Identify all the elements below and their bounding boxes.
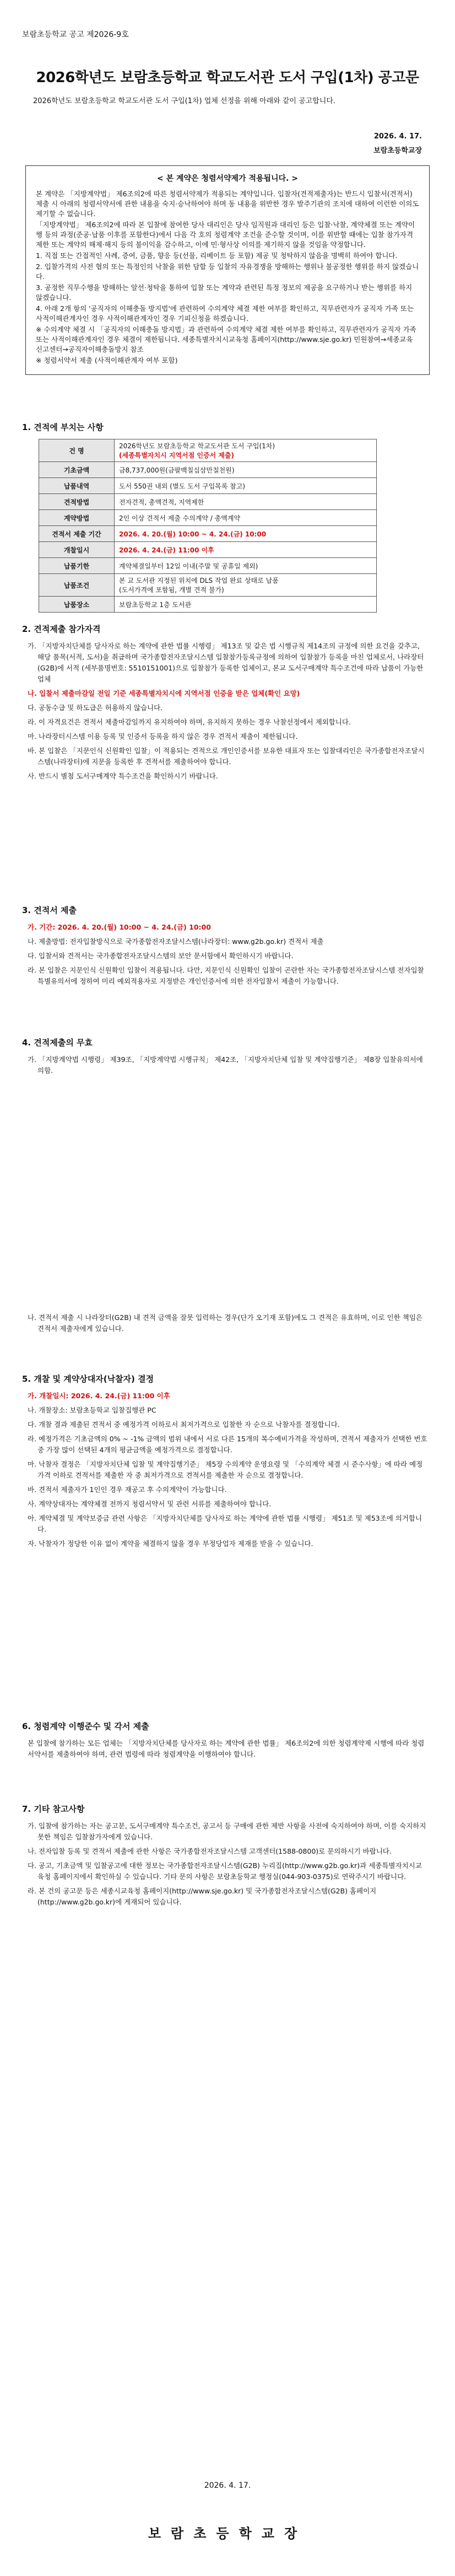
notice-box-title: < 본 계약은 청렴서약제가 적용됩니다. > bbox=[156, 174, 298, 183]
paragraph: 라. 예정가격은 기초금액의 0% ~ -1% 금액의 범위 내에서 서로 다른 15개의 복수예비가격을 작성하며, 견적서 제출자가 선택한 번호 중 가장 많이 선택된 4개의 평균금액을 예정가격으로 결정합니다. bbox=[28, 1435, 427, 1454]
notice-item: 3. 공정한 직무수행을 방해하는 알선·청탁을 통하여 입찰 또는 계약과 관련된 특정 정보의 제공을 요구하거나 받는 행위를 하지 않겠습니다. bbox=[36, 283, 413, 302]
table-row bbox=[39, 494, 377, 510]
paragraph: 나. 개찰장소: 보람초등학교 입찰집행관 PC bbox=[28, 1406, 156, 1414]
table-row bbox=[39, 558, 377, 574]
row-label: 건 명 bbox=[39, 439, 115, 462]
table-row bbox=[39, 478, 377, 494]
paragraph: 가. 「지방계약법 시행령」 제39조, 「지방계약법 시행규칙」 제42조, 「지방자치단체 입찰 및 계약집행기준」 제8장 입찰유의서에 의함. bbox=[28, 1055, 423, 1075]
footer-date: 2026. 4. 17. bbox=[204, 2481, 251, 2490]
row-value: 전자견적, 총액견적, 지역제한 bbox=[115, 494, 377, 510]
notice-item: ※ 수의계약 체결 시 「공직자의 이해충돌 방지법」과 관련하여 수의계약 체결 제한 여부를 확인하고, 직무관련자가 공직자 가족 또는 사적이해관계자인 경우 체결이 제한됩니다. 세종특별자치시교육청 홈페이지(http://www.sje.go.kr) 민원참여→세종교육신고센터→공직자이해충돌방지 참조 bbox=[36, 325, 416, 353]
section-heading: 1. 견적에 부치는 사항 bbox=[22, 422, 104, 432]
row-value: 2026. 4. 24.(금) 11:00 이후 bbox=[115, 542, 377, 558]
paragraph: 바. 본 입찰은 「지문인식 신원확인 입찰」이 적용되는 견적으로 개인인증서를 보유한 대표자 또는 입찰대리인은 국가종합전자조달시스템(나라장터)에 지문을 등록한 후 견적서를 제출하여야 합니다. bbox=[28, 747, 425, 766]
row-label: 개찰일시 bbox=[39, 542, 115, 558]
table-row bbox=[39, 439, 377, 462]
row-value: 2인 이상 견적서 제출 수의계약 / 총액계약 bbox=[115, 510, 377, 526]
paragraph: 마. 낙찰자 결정은 「지방자치단체 입찰 및 계약집행기준」 제5장 수의계약 운영요령 및 「수의계약 체결 시 준수사항」에 따라 예정가격 이하로 견적서를 제출한 자 중 최저가격으로 견적서를 제출한 자 순으로 결정합니다. bbox=[28, 1460, 423, 1479]
section-body bbox=[28, 922, 427, 990]
paragraph: 사. 계약상대자는 계약체결 전까지 청렴서약서 및 관련 서류를 제출하여야 합니다. bbox=[28, 1500, 272, 1508]
paragraph: 사. 반드시 별첨 도서구매계약 특수조건을 확인하시기 바랍니다. bbox=[28, 772, 218, 780]
section-heading: 6. 청렴계약 이행준수 및 각서 제출 bbox=[22, 1721, 149, 1731]
paragraph: 라. 본 건의 공고문 등은 세종시교육청 홈페이지(http://www.sje.go.kr) 및 국가종합전자조달시스템(G2B) 홈페이지(http://www.g2b.go.kr)에 게재되어 있습니다. bbox=[28, 1887, 377, 1906]
table-row bbox=[39, 597, 377, 613]
paragraph: 가. 개찰일시: 2026. 4. 24.(금) 11:00 이후 bbox=[28, 1392, 170, 1400]
paragraph: 나. 견적서 제출 시 나라장터(G2B) 내 견적 금액을 잘못 입력하는 경우(단가 오기재 포함)에도 그 견적은 유효하며, 이로 인한 책임은 견적서 제출자에게 있습니다. bbox=[28, 1313, 422, 1333]
procurement-table bbox=[39, 439, 377, 613]
row-label: 납품내역 bbox=[39, 478, 115, 494]
footer-issuer: 보람초등학교장 bbox=[148, 2526, 307, 2541]
row-label: 납품조건 bbox=[39, 574, 115, 597]
row-value: 2026. 4. 20.(월) 10:00 ~ 4. 24.(금) 10:00 bbox=[115, 526, 377, 542]
row-label: 견적방법 bbox=[39, 494, 115, 510]
section-heading: 7. 기타 참고사항 bbox=[22, 1804, 85, 1814]
paragraph: 자. 낙찰자가 정당한 이유 없이 계약을 체결하지 않을 경우 부정당업자 제재를 받을 수 있습니다. bbox=[28, 1539, 313, 1548]
section-body bbox=[28, 641, 427, 785]
row-label: 납품장소 bbox=[39, 597, 115, 613]
paragraph: 바. 견적서 제출자가 1인인 경우 재공고 후 수의계약이 가능합니다. bbox=[28, 1485, 227, 1494]
paragraph: 가. 「지방자치단체를 당사자로 하는 계약에 관한 법률 시행령」 제13조 및 같은 법 시행규칙 제14조의 규정에 의한 요건을 갖추고, 해당 품목(서적, 도서)을 취급하며 국가종합전자조달시스템 입찰참가등록규정에 의하여 입찰참가 등록을 마친 업체로서, 나라장터(G2B)에 서적 (세부품명번호: 5510151001)으로 입찰참가 등록한 업체이고, 본교 도서구매계약 특수조건에 따라 납품이 가능한 업체 bbox=[28, 642, 424, 683]
row-value: 금8,737,000원(금팔백칠십삼만칠천원) bbox=[115, 462, 377, 478]
paragraph: 라. 본 입찰은 지문인식 신원확인 입찰이 적용됩니다. 다만, 지문인식 신원확인 입찰이 곤란한 자는 국가종합전자조달시스템 전자입찰특별유의서에 정하여 미리 예외적용자로 지정받은 개인인증서에 의한 전자입찰서 제출이 가능합니다. bbox=[28, 966, 424, 985]
intro-text: 2026학년도 보람초등학교 학교도서관 도서 구입(1차) 업체 선정을 위해 아래와 같이 공고합니다. bbox=[33, 97, 336, 105]
paragraph: 다. 개찰 결과 제출된 견적서 중 예정가격 이하로서 최저가격으로 입찰한 자 순으로 낙찰자를 결정합니다. bbox=[28, 1420, 340, 1429]
paragraph: 나. 전자입찰 등록 및 견적서 제출에 관한 사항은 국가종합전자조달시스템 고객센터(1588-0800)로 문의하시기 바랍니다. bbox=[28, 1847, 392, 1855]
page-title: 2026학년도 보람초등학교 학교도서관 도서 구입(1차) 공고문 bbox=[36, 69, 419, 86]
paragraph: 나. 제출방법: 전자입찰방식으로 국가종합전자조달시스템(나라장터: www.g2b.go.kr) 견적서 제출 bbox=[28, 937, 324, 946]
row-label: 계약방법 bbox=[39, 510, 115, 526]
table-row bbox=[39, 462, 377, 478]
issuer: 보람초등학교장 bbox=[373, 147, 422, 155]
row-label: 견적서 제출 기간 bbox=[39, 526, 115, 542]
section-body bbox=[28, 1054, 427, 1080]
section-heading: 5. 개찰 및 계약상대자(낙찰자) 결정 bbox=[22, 1374, 154, 1384]
notice-item: ※ 청렴서약서 제출 (사적이해관계자 여부 포함) bbox=[36, 356, 178, 364]
notice-item: 「지방계약법」 제6조의2에 따라 본 입찰에 참여한 당사 대리인은 당사 임직원과 대리인 등은 입찰·낙찰, 계약체결 또는 계약이행 등의 과정(준공·납품 이후를 포함한다)에서 다음 각 호의 청렴계약 조건을 준수할 것이며, 이를 위반할 때에는 입찰 참가자격 제한 또는 계약의 해제·해지 등의 불이익을 감수하고, 이에 민·형사상 이의를 제기하지 않을 것임을 약정합니다. bbox=[36, 221, 415, 249]
section-heading: 2. 견적제출 참가자격 bbox=[22, 624, 101, 634]
issue-date: 2026. 4. 17. bbox=[373, 132, 422, 141]
integrity-notice-box bbox=[25, 165, 430, 375]
paragraph: 다. 공고, 기초금액 및 입찰공고에 대한 정보는 국가종합전자조달시스템(G2B) 누리집(http://www.g2b.go.kr)과 세종특별자치시교육청 홈페이지에서 확인하실 수 있습니다. 기타 문의 사항은 보람초등학교 행정실(044-903-0375)로 연락주시기 바랍니다. bbox=[28, 1861, 422, 1881]
paragraph: 아. 계약체결 및 계약보증금 관련 사항은 「지방자치단체를 당사자로 하는 계약에 관한 법률 시행령」 제51조 및 제53조에 의거합니다. bbox=[28, 1514, 422, 1533]
paragraph: 다. 입찰서와 견적서는 국가종합전자조달시스템의 보안 문서함에서 확인하시기 바랍니다. bbox=[28, 952, 294, 960]
table-row bbox=[39, 526, 377, 542]
section-body bbox=[28, 1312, 427, 1338]
notice-item: 1. 직접 또는 간접적인 사례, 증여, 금품, 향응 등(선물, 리베이트 등 포함) 제공 및 청탁하지 않음을 명백히 하여야 합니다. bbox=[36, 251, 398, 260]
paragraph: 본 입찰에 참가하는 모든 업체는 「지방자치단체를 당사자로 하는 계약에 관한 법률」 제6조의2에 의한 청렴계약제 시행에 따라 청렴서약서를 제출하여야 하며, 관련 법령에 따라 청렴계약을 이행하여야 합니다. bbox=[28, 1739, 425, 1758]
table-row bbox=[39, 574, 377, 597]
row-label: 납품기한 bbox=[39, 558, 115, 574]
notice-item: 2. 입찰가격의 사전 협의 또는 특정인의 낙찰을 위한 담합 등 입찰의 자유경쟁을 방해하는 행위나 불공정한 행위를 하지 않겠습니다. bbox=[36, 262, 419, 281]
row-value: 계약체결일부터 12일 이내(주말 및 공휴일 제외) bbox=[115, 558, 377, 574]
notice-number: 보람초등학교 공고 제2026-9호 bbox=[22, 30, 129, 39]
row-value: 본 교 도서관 지정된 위치에 DLS 작업 완료 상태로 납품 (도서가격에 포함됨, 개별 견적 불가) bbox=[115, 574, 377, 597]
paragraph: 다. 공동수급 및 하도급은 허용하지 않습니다. bbox=[28, 704, 163, 712]
paragraph: 가. 기간: 2026. 4. 20.(월) 10:00 ~ 4. 24.(금) 10:00 bbox=[28, 923, 211, 931]
row-value: 2026학년도 보람초등학교 학교도서관 도서 구입(1차) (세종특별자치시 지역서점 인증서 제출) bbox=[115, 439, 377, 462]
notice-item: 4. 아래 2개 항의 '공직자의 이해충돌 방지법'에 관련하여 수의계약 체결 제한 여부를 확인하고, 직무관련자가 공직자 가족 또는 사적이해관계자인 경우 사적이해관계자인 경우 기피신청을 하겠습니다. bbox=[36, 304, 414, 323]
paragraph: 가. 입찰에 참가하는 자는 공고문, 도서구매계약 특수조건, 공고서 등 구매에 관한 제반 사항을 사전에 숙지하여야 하며, 이를 숙지하지 못한 책임은 입찰참가자에게 있습니다. bbox=[28, 1822, 426, 1841]
table-row bbox=[39, 542, 377, 558]
section-heading: 4. 견적제출의 무효 bbox=[22, 1038, 93, 1048]
paragraph: 나. 입찰서 제출마감일 전일 기준 세종특별자치시에 지역서점 인증을 받은 업체(확인 요망) bbox=[28, 689, 300, 697]
notice-item: 본 계약은 「지방계약법」 제6조의2에 따른 청렴서약제가 적용되는 계약입니다. 입찰자(견적제출자)는 반드시 입찰서(견적서) 제출 시 아래의 청렴서약서에 관한 내용을 숙지·승낙하여야 하며 동 내용을 위반한 경우 발주기관의 조치에 대하여 이런한 이의도 제기할 수 없습니다. bbox=[36, 190, 419, 218]
section-body bbox=[28, 1391, 427, 1553]
row-label: 기초금액 bbox=[39, 462, 115, 478]
row-value: 보람초등학교 1층 도서관 bbox=[115, 597, 377, 613]
section-body bbox=[28, 1738, 427, 1763]
paragraph: 라. 이 자격요건은 견적서 제출마감일까지 유지하여야 하며, 유지하지 못하는 경우 낙찰선정에서 제외합니다. bbox=[28, 718, 351, 726]
table-row bbox=[39, 510, 377, 526]
section-body bbox=[28, 1821, 427, 1911]
paragraph: 마. 나라장터시스템 이용 등록 및 인증서 등록을 하지 않은 경우 견적서 제출이 제한됩니다. bbox=[28, 732, 298, 740]
row-value: 도서 550권 내외 (별도 도서 구입목록 참고) bbox=[115, 478, 377, 494]
section-heading: 3. 견적서 제출 bbox=[22, 905, 77, 915]
